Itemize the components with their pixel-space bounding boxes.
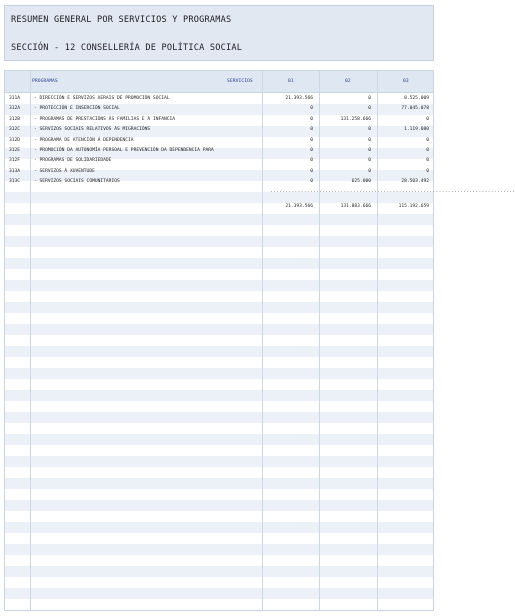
program-description: - PROGRAMAS DE PRESTACIÓNS ÁS FAMILIAS E Á INFANCIA [34,116,176,122]
value-02: 625.000 [351,179,371,185]
table-row [5,115,433,125]
value-02: 0 [368,96,371,101]
table-row [5,177,433,187]
col-03: 03 [403,79,409,84]
program-description: - DIRECCIÓN E SERVIZOS XERAIS DE PROMOCIÓN SOCIAL [34,96,170,101]
value-03: 77.045.078 [401,106,429,112]
program-code: 312E [9,148,21,153]
col-01: 01 [288,79,294,84]
table-row [5,94,433,104]
program-code: 312A [9,106,21,112]
program-code: 313A [9,168,21,174]
value-01: 0 [310,148,313,153]
table-row [5,167,433,177]
totals-row [5,202,433,212]
col-02: 02 [345,79,351,84]
table-row [5,125,433,135]
value-03: 0 [426,168,429,174]
program-description: - SERVIZOS SOCIAIS RELATIVOS ÁS MIGRACIÓNS [34,127,151,133]
value-01: 0 [310,106,313,112]
value-03: 1.119.080 [404,127,429,133]
value-02: 0 [368,137,371,143]
value-03: 0 [426,148,429,153]
summary-table [4,70,515,611]
value-02: 0 [368,127,371,133]
col-servicios: SERVICIOS [227,79,253,84]
value-03: 28.503.492 [401,179,429,185]
value-03: 0 [426,158,429,164]
totals-separator: ................................................................................ [270,189,515,194]
program-description: - SERVIZOS Á XUVENTUDE [34,168,95,174]
value-01: 0 [310,179,313,185]
value-01: 0 [310,116,313,122]
report-title: RESUMEN GENERAL POR SERVICIOS Y PROGRAMAS [11,15,232,25]
table-header [5,71,433,93]
program-code: 313C [9,179,21,185]
table-row [5,156,433,166]
value-01: 0 [310,137,313,143]
value-03: 8.525.009 [404,96,429,101]
section-title: SECCIÓN - 12 CONSELLERÍA DE POLÍTICA SOCIAL [11,43,243,53]
program-code: 312F [9,158,21,164]
value-01: 0 [310,168,313,174]
program-code: 311A [9,96,21,101]
report-header [4,5,434,61]
value-02: 131.258.666 [340,116,371,122]
total-02: 131.883.666 [340,204,371,209]
value-03: 0 [426,137,429,143]
program-code: 312D [9,137,21,143]
table-row [5,136,433,146]
total-03: 115.192.659 [398,204,429,209]
value-02: 0 [368,148,371,153]
value-01: 0 [310,158,313,164]
value-01: 21.393.566 [285,96,313,101]
value-01: 0 [310,127,313,133]
value-02: 0 [368,158,371,164]
total-01: 21.393.566 [285,204,313,209]
program-description: - PROTECCIÓN E INSERCIÓN SOCIAL [34,106,120,112]
col-programas: PROGRAMAS [32,79,58,84]
program-description: - PROGRAMAS DE SOLIDARIEDADE [34,158,112,164]
program-description: - PROGRAMA DE ATENCIÓN Á DEPENDENCIA [34,137,134,143]
table-row [5,104,433,114]
program-code: 312B [9,116,21,122]
program-description: - PROMOCIÓN DA AUTONOMÍA PERSOAL E PREVENCIÓN DA DEPENDENCIA PARA [34,148,214,153]
program-code: 312C [9,127,21,133]
value-03: 0 [426,116,429,122]
table-row [5,146,433,156]
value-02: 0 [368,168,371,174]
value-02: 0 [368,106,371,112]
program-description: - SERVIZOS SOCIAIS COMUNITARIOS [34,179,120,185]
